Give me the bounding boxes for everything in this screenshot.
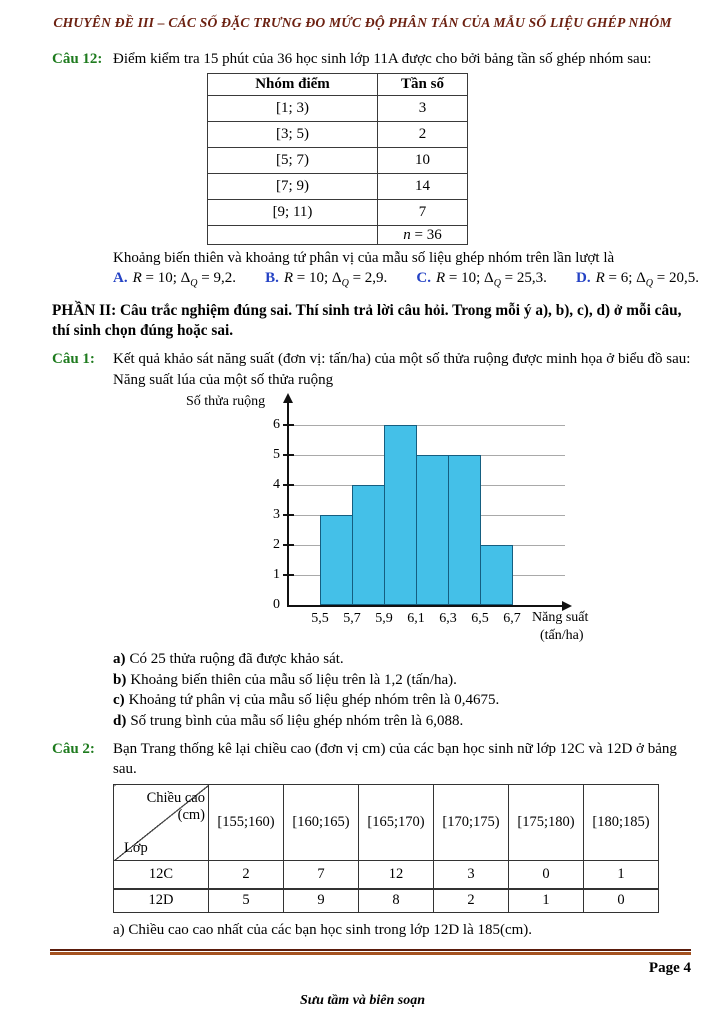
freq-cell: 10	[378, 148, 468, 174]
value-cell: 5	[209, 889, 284, 913]
value-cell: 7	[284, 861, 359, 889]
option-b-sub: Q	[341, 278, 349, 289]
footer-divider-thick-line	[50, 952, 691, 955]
value-cell: 1	[509, 889, 584, 913]
frequency-table-header-row	[208, 74, 468, 96]
document-header-title: CHUYÊN ĐỀ III – CÁC SỐ ĐẶC TRƯNG ĐO MỨC ĐỘ PHÂN TÁN CỦA MẪU SỐ LIỆU GHÉP NHÓM	[53, 15, 672, 30]
value-cell: 2	[209, 861, 284, 889]
option-d-mid: = 6; Δ	[604, 270, 646, 286]
y-axis-tick	[283, 454, 294, 456]
height-two-way-table	[113, 784, 659, 913]
histogram-bar	[480, 545, 513, 605]
option-d-var: R	[595, 270, 605, 286]
part2-heading: PHẦN II: Câu trắc nghiệm đúng sai. Thí sinh trả lời câu hỏi. Trong mỗi ý a), b), c), d) ở mỗi câu, thí sinh chọn đúng hoặc sai.	[52, 302, 682, 339]
option-d	[576, 269, 699, 293]
option-a-sub: Q	[190, 278, 198, 289]
option-d-label: D.	[576, 270, 591, 286]
statement-c-text: Khoảng tứ phân vị của mẫu số liệu ghép nhóm trên là 0,4675.	[128, 692, 500, 708]
y-tick-label: 0	[273, 597, 280, 612]
option-a-label: A.	[113, 270, 128, 286]
q1-statements	[113, 649, 725, 731]
x-tick-label: 6,1	[407, 611, 425, 626]
histogram-bar	[384, 425, 417, 605]
question-2	[52, 739, 691, 779]
frequency-table-header-freq: Tần số	[378, 74, 468, 96]
corner-top-line2: (cm)	[177, 807, 205, 823]
q2-statement-a-label: a)	[113, 922, 125, 938]
x-tick-label: 6,3	[439, 611, 457, 626]
row-label: 12D	[114, 889, 209, 913]
q12-question-line: Khoảng biến thiên và khoảng tứ phân vị của mẫu số liệu ghép nhóm trên lần lượt là	[113, 250, 615, 266]
question-2-label: Câu 2:	[52, 741, 95, 757]
height-col-header: [170;175)	[434, 785, 509, 861]
option-a-mid: = 10; Δ	[141, 270, 191, 286]
y-axis-tick	[283, 424, 294, 426]
option-d-sub: Q	[645, 278, 654, 289]
statement-c	[113, 690, 725, 711]
empty-cell	[208, 226, 378, 245]
table-row-12d	[114, 889, 659, 913]
height-col-header: [165;170)	[359, 785, 434, 861]
statement-b-label: b)	[113, 671, 127, 688]
frequency-table-header-group: Nhóm điểm	[208, 74, 378, 96]
table-row	[208, 200, 468, 226]
x-axis-line	[287, 605, 563, 607]
statement-c-label: c)	[113, 692, 125, 708]
height-col-header: [155;160)	[209, 785, 284, 861]
histogram-chart	[180, 392, 630, 644]
option-d-value: = 20,5.	[653, 270, 699, 286]
x-tick-label: 5,5	[311, 611, 329, 626]
n-value: = 36	[410, 226, 442, 243]
group-cell: [9; 11)	[208, 200, 378, 226]
y-axis-arrow-icon	[283, 393, 293, 403]
value-cell: 1	[584, 861, 659, 889]
question-12	[52, 49, 691, 69]
statement-a-label: a)	[113, 651, 126, 667]
table-row	[208, 148, 468, 174]
question-12-text: Điểm kiểm tra 15 phút của 36 học sinh lớp 11A được cho bởi bảng tần số ghép nhóm sau:	[113, 51, 652, 67]
x-tick-label: 5,7	[343, 611, 361, 626]
height-table-header-row	[114, 785, 659, 861]
y-tick-label: 6	[273, 417, 280, 432]
question-12-label: Câu 12:	[52, 51, 103, 67]
statement-d-label: d)	[113, 712, 127, 729]
chart-x-axis-title-line2: (tấn/ha)	[540, 628, 584, 643]
x-tick-label: 6,5	[471, 611, 489, 626]
option-b-mid: = 10; Δ	[293, 270, 342, 286]
y-axis-tick	[283, 574, 294, 576]
frequency-table	[207, 73, 468, 245]
option-c-value: = 25,3.	[500, 270, 547, 286]
corner-bottom-label: Lớp	[124, 840, 148, 856]
option-c	[416, 269, 547, 293]
chart-x-axis-title-line1: Năng suất	[532, 610, 589, 625]
statement-d-text: Số trung bình của mẫu số liệu ghép nhóm trên là 6,088.	[130, 712, 464, 729]
option-b-value: = 2,9.	[348, 270, 388, 286]
question-1-text: Kết quả khảo sát năng suất (đơn vị: tấn/ha) của một số thửa ruộng được minh họa ở biểu đồ sau:	[113, 351, 691, 367]
height-col-header: [180;185)	[584, 785, 659, 861]
chart-y-axis-title: Số thửa ruộng	[186, 394, 266, 409]
n-variable: n	[403, 226, 411, 243]
x-tick-label: 5,9	[375, 611, 393, 626]
height-col-header: [175;180)	[509, 785, 584, 861]
table-row-12c	[114, 861, 659, 889]
q12-options	[113, 269, 699, 293]
chart-caption: Năng suất lúa của một số thửa ruộng	[113, 372, 334, 388]
page-number: Page 4	[648, 960, 691, 976]
y-tick-label: 3	[273, 507, 280, 522]
table-row	[208, 96, 468, 122]
row-label: 12C	[114, 861, 209, 889]
freq-cell: 2	[378, 122, 468, 148]
question-1-label: Câu 1:	[52, 351, 95, 367]
group-cell: [1; 3)	[208, 96, 378, 122]
histogram-bar	[416, 455, 449, 605]
chart-gridline	[288, 425, 565, 426]
option-b-var: R	[283, 270, 294, 286]
total-cell	[378, 226, 468, 245]
value-cell: 0	[584, 889, 659, 913]
option-a-value: = 9,2.	[197, 270, 236, 286]
y-tick-label: 4	[273, 477, 280, 492]
freq-cell: 7	[378, 200, 468, 226]
statement-b	[113, 670, 725, 691]
value-cell: 9	[284, 889, 359, 913]
option-c-var: R	[435, 270, 446, 286]
value-cell: 0	[509, 861, 584, 889]
option-b-label: B.	[265, 270, 279, 286]
value-cell: 3	[434, 861, 509, 889]
histogram-bar	[352, 485, 385, 605]
statement-b-text: Khoảng biến thiên của mẫu số liệu trên là 1,2 (tấn/ha).	[130, 671, 457, 688]
q2-statement-a-text: Chiều cao cao nhất của các bạn học sinh trong lớp 12D là 185(cm).	[128, 922, 533, 938]
group-cell: [7; 9)	[208, 174, 378, 200]
corner-top-label	[147, 790, 205, 824]
question-2-text: Bạn Trang thống kê lại chiều cao (đơn vị cm) của các bạn học sinh nữ lớp 12C và 12D ở bảng sau.	[113, 741, 677, 777]
y-tick-label: 1	[273, 567, 280, 582]
y-axis-tick	[283, 514, 294, 516]
height-col-header: [160;165)	[284, 785, 359, 861]
histogram-bar	[448, 455, 481, 605]
option-c-sub: Q	[493, 278, 501, 289]
table-row	[208, 122, 468, 148]
y-axis-tick	[283, 544, 294, 546]
group-cell: [5; 7)	[208, 148, 378, 174]
option-c-mid: = 10; Δ	[445, 270, 494, 286]
q2-statement-a	[113, 921, 725, 940]
statement-d	[113, 711, 725, 732]
value-cell: 12	[359, 861, 434, 889]
x-tick-label: 6,7	[503, 611, 521, 626]
statement-a	[113, 649, 725, 670]
group-cell: [3; 5)	[208, 122, 378, 148]
footer-credit: Sưu tầm và biên soạn	[299, 993, 426, 1008]
freq-cell: 3	[378, 96, 468, 122]
diagonal-corner-cell	[114, 785, 209, 861]
statement-a-text: Có 25 thửa ruộng đã được khảo sát.	[129, 651, 344, 667]
y-tick-label: 5	[273, 447, 280, 462]
y-tick-label: 2	[273, 537, 280, 552]
option-a	[113, 269, 236, 293]
corner-top-line1: Chiều cao	[146, 790, 205, 806]
question-1	[52, 349, 691, 369]
histogram-bar	[320, 515, 353, 605]
value-cell: 2	[434, 889, 509, 913]
footer-divider	[50, 949, 691, 955]
option-b	[265, 269, 387, 293]
table-total-row	[208, 226, 468, 245]
freq-cell: 14	[378, 174, 468, 200]
value-cell: 8	[359, 889, 434, 913]
option-a-var: R	[132, 270, 142, 286]
table-row	[208, 174, 468, 200]
option-c-label: C.	[416, 270, 431, 286]
y-axis-tick	[283, 484, 294, 486]
